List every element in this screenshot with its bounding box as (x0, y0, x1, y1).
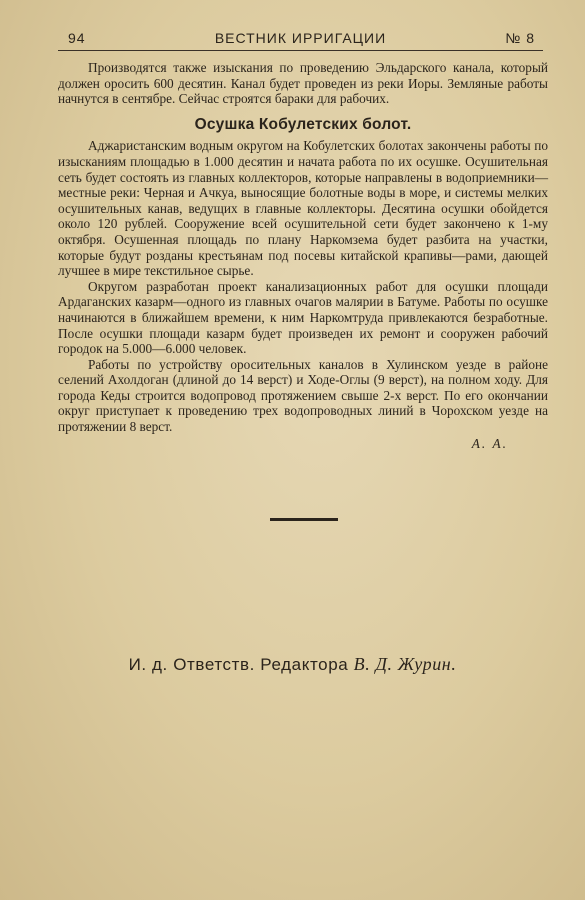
intro-paragraph: Производятся также изыскания по проведению Эльдарского канала, который должен оросить 600 десятин. Канал будет проведен из реки Иоры. Земляные работы начнутся в сентябре. Сейчас строятся бараки для рабочих. (58, 60, 548, 107)
paragraph: Аджаристанским водным округом на Кобулетских болотах закончены работы по изысканиям площадью в 1.000 десятин и начата работа по их осушке. Осушительная сеть будет состоять из главных коллекторов, которые направлены в водоприемники—местные реки: Черная и Ачкуа, выносящие болотные воды в море, и системы мелких осушительных канав, ведущих в главные коллекторы. Десятина осушки обойдется около 120 рублей. Сооружение всей осушительной сети будет закончено к 1-му октября. Осушенная площадь по плану Наркомзема будет разбита на участки, которые будут розданы крестьянам под посевы китайской крапивы—рами, дающей лучшее в мире текстильное сырье. (58, 138, 548, 279)
running-header (58, 28, 543, 51)
journal-title: ВЕСТНИК ИРРИГАЦИИ (214, 30, 387, 46)
editor-line (0, 654, 585, 675)
article-heading: Осушка Кобулетских болот. (194, 115, 412, 133)
paragraph: Работы по устройству оросительных каналов в Хулинском уезде в районе селений Ахолдоган (длиной до 14 верст) и Ходе-Оглы (9 верст), на полном ходу. Для города Кеды строится водопровод протяжением свыше 2-х верст. По его окончании округ приступает к проведению трех водопроводных линий в Чорохском уезде на протяжении 8 верст. (58, 356, 548, 435)
article-body (58, 60, 548, 451)
paragraph: Округом разработан проект канализационных работ для осушки площади Ардаганских казарм—одного из главных очагов малярии в Батуме. Работы по осушке начинаются в ближайшем времени, к ним Наркомтруда привлекаются безработные. После осушки площади казарм будет произведен их ремонт и сооружен рабочий городок на 5.000—6.000 человек. (58, 278, 548, 357)
editor-prefix: И. д. Ответств. Редактора (128, 655, 349, 674)
editor-name: В. Д. Журин. (353, 654, 457, 674)
page-number: 94 (68, 30, 86, 46)
author-signature: А. А. (471, 435, 508, 451)
issue-number: № 8 (505, 30, 535, 46)
section-divider (270, 518, 338, 521)
